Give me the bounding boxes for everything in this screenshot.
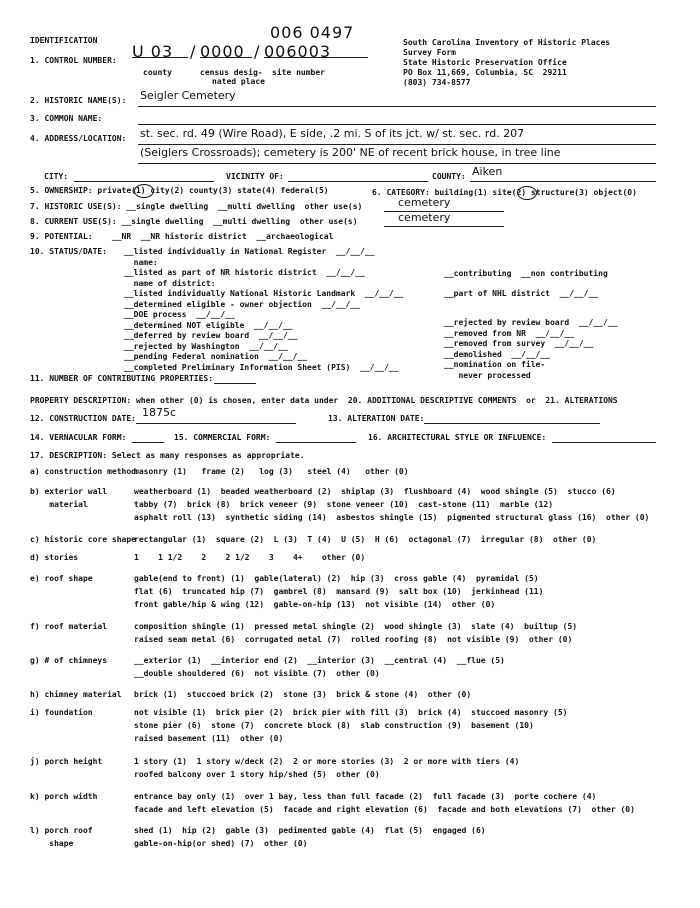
status-label: 10. STATUS/DATE: — [30, 247, 108, 256]
desc-row-options: masonry (1) frame (2) log (3) steel (4) other (0) — [134, 467, 409, 476]
county-line — [470, 181, 656, 182]
contributing-label: 11. NUMBER OF CONTRIBUTING PROPERTIES: — [30, 374, 214, 383]
desc-row-label: h) chimney material — [30, 690, 122, 699]
status-item: never processed — [444, 370, 531, 380]
style-line — [552, 442, 656, 443]
status-item: __rejected by Washington __/__/__ — [124, 341, 288, 351]
desc-row-options: weatherboard (1) beaded weatherboard (2) shiplap (3) flushboard (4) wood shingle (5) stucco (6) — [134, 487, 616, 496]
historic-name-label: 2. HISTORIC NAME(S): — [30, 96, 127, 105]
desc-row-label: i) foundation — [30, 708, 93, 717]
style-label: 16. ARCHITECTURAL STYLE OR INFLUENCE: — [368, 433, 547, 442]
desc-row-options: not visible (1) brick pier (2) brick pier with fill (3) brick (4) stuccoed masonry (5) — [134, 708, 568, 717]
alteration-line — [424, 423, 600, 424]
desc-row-options: asphalt roll (13) synthetic siding (14) asbestos shingle (15) pigmented structural glass (16) other (0) — [134, 513, 650, 522]
county-label: COUNTY: — [432, 172, 466, 181]
city-line — [74, 181, 214, 182]
status-item: __pending Federal nomination __/__/__ — [124, 352, 308, 361]
desc-row-options: tabby (7) brick (8) brick veneer (9) stone veneer (10) cast-stone (11) marble (12) — [134, 500, 554, 509]
desc-row-label-2: material — [30, 500, 88, 509]
agency-block — [403, 38, 610, 88]
desc-row-label-2: shape — [30, 839, 74, 848]
desc-row-options: brick (1) stuccoed brick (2) stone (3) brick & stone (4) other (0) — [134, 690, 472, 699]
construction-date[interactable]: 1875c — [142, 406, 177, 419]
control-census[interactable]: 0000 — [200, 47, 252, 58]
caption-census-2: nated place — [212, 77, 265, 86]
desc-row-options: entrance bay only (1) over 1 bay, less than full facade (2) full facade (3) porte cochere (4) — [134, 792, 597, 801]
desc-row-label: c) historic core shape — [30, 535, 136, 544]
county-value[interactable]: Aiken — [472, 165, 503, 178]
historic-name-line — [138, 106, 656, 107]
ownership-circle — [134, 184, 154, 198]
current-use-line — [384, 226, 504, 227]
desc-row-options: 1 story (1) 1 story w/deck (2) 2 or more stories (3) 2 or more with tiers (4) — [134, 757, 520, 766]
agency-line: South Carolina Inventory of Historic Places — [403, 38, 611, 47]
desc-row-options: gable-on-hip(or shed) (7) other (0) — [134, 839, 308, 848]
desc-row-options: __exterior (1) __interior end (2) __interior (3) __central (4) __flue (5) — [134, 656, 505, 665]
identification-heading: IDENTIFICATION — [30, 36, 98, 45]
desc-row-options: front gable/hip & wing (12) gable-on-hip (13) not visible (14) other (0) — [134, 600, 496, 609]
desc-row-label: b) exterior wall — [30, 487, 108, 496]
desc-row-label: j) porch height — [30, 757, 103, 766]
desc-row-options: roofed balcony over 1 story hip/shed (5) other (0) — [134, 770, 380, 779]
desc-row-options: flat (6) truncated hip (7) gambrel (8) mansard (9) salt box (10) jerkinhead (11) — [134, 587, 544, 596]
desc-row-options: gable(end to front) (1) gable(lateral) (2) hip (3) cross gable (4) pyramidal (5) — [134, 574, 539, 583]
description-heading: 17. DESCRIPTION: Select as many responses as appropriate. — [30, 451, 305, 460]
slash-1: / — [190, 42, 197, 61]
desc-row-options: raised seam metal (6) corrugated metal (7) rolled roofing (8) not visible (9) other (0) — [134, 635, 573, 644]
status-item: __removed from survey __/__/__ — [444, 339, 594, 348]
commercial-line — [276, 442, 356, 443]
address-rule-1 — [138, 144, 656, 145]
commercial-label: 15. COMMERCIAL FORM: — [174, 433, 271, 442]
status-item: name: — [124, 257, 158, 267]
desc-row-label: g) # of chimneys — [30, 656, 108, 665]
address-rule-2 — [138, 163, 656, 164]
status-item: __determined eligible - owner objection __/__/__ — [124, 299, 361, 309]
desc-row-label: d) stories — [30, 553, 79, 562]
city-label: CITY: — [44, 172, 69, 181]
status-item: __determined NOT eligible __/__/__ — [124, 320, 293, 330]
status-item: __deferred by review board __/__/__ — [124, 331, 298, 340]
vicinity-line — [288, 181, 428, 182]
address-line-1[interactable]: st. sec. rd. 49 (Wire Road), E side, .2 mi. S of its jct. w/ st. sec. rd. 207 — [140, 127, 525, 140]
desc-row-options: raised basement (11) other (0) — [134, 734, 284, 743]
agency-line: PO Box 11,669, Columbia, SC 29211 — [403, 68, 567, 77]
caption-census: census desig- — [200, 68, 263, 77]
historic-use-value[interactable]: cemetery — [398, 196, 451, 209]
slash-2: / — [254, 42, 261, 61]
status-item: __nomination on file- — [444, 360, 546, 369]
handwritten-id: 006 0497 — [270, 23, 355, 42]
desc-row-label: e) roof shape — [30, 574, 93, 583]
caption-county: county — [143, 68, 172, 77]
potential-row: 9. POTENTIAL: __NR __NR historic district __archaeological — [30, 232, 334, 241]
common-name-label: 3. COMMON NAME: — [30, 114, 103, 123]
status-item: __listed individually National Historic Landmark __/__/__ — [124, 289, 404, 298]
property-description: PROPERTY DESCRIPTION: when other (0) is chosen, enter data under 20. ADDITIONAL DESCRIPTIVE COMMENTS or 21. ALTERATIONS — [30, 396, 618, 405]
desc-row-label: k) porch width — [30, 792, 98, 801]
status-item: __removed from NR __/__/__ — [444, 328, 575, 338]
desc-row-options: 1 1 1/2 2 2 1/2 3 4+ other (0) — [134, 553, 366, 562]
desc-row-options: facade and left elevation (5) facade and right elevation (6) facade and both elevations (7) other (0) — [134, 805, 635, 814]
caption-site: site number — [272, 68, 325, 77]
desc-row-options: stone pier (6) stone (7) concrete block (8) slab construction (9) basement (10) — [134, 721, 534, 730]
desc-row-options: rectangular (1) square (2) L (3) T (4) U (5) H (6) octagonal (7) irregular (8) other (0) — [134, 535, 597, 544]
contributing-line — [214, 383, 256, 384]
control-number-label: 1. CONTROL NUMBER: — [30, 56, 117, 65]
desc-row-label: a) construction method — [30, 467, 136, 476]
common-name-line — [138, 124, 656, 125]
category-row: 6. CATEGORY: building(1) site(2) structure(3) object(0) — [372, 188, 637, 197]
vicinity-label: VICINITY OF: — [226, 172, 284, 181]
control-county[interactable]: U 03 — [132, 47, 188, 58]
category-circle — [517, 186, 537, 200]
status-item: __listed individually in National Register __/__/__ — [124, 247, 375, 256]
historic-name-value[interactable]: Seigler Cemetery — [140, 89, 236, 102]
address-line-2[interactable]: (Seiglers Crossroads); cemetery is 200' NE of recent brick house, in tree line — [140, 146, 561, 159]
address-label: 4. ADDRESS/LOCATION: — [30, 134, 127, 143]
status-contributing: __contributing __non contributing — [444, 269, 608, 278]
agency-line: Survey Form — [403, 48, 456, 57]
historic-use-row: 7. HISTORIC USE(S): __single dwelling __multi dwelling other use(s) — [30, 202, 363, 211]
desc-row-options: shed (1) hip (2) gable (3) pedimented gable (4) flat (5) engaged (6) — [134, 826, 486, 835]
construction-line — [136, 423, 296, 424]
alteration-label: 13. ALTERATION DATE: — [328, 414, 425, 423]
desc-row-label: f) roof material — [30, 622, 108, 631]
desc-row-label: l) porch roof — [30, 826, 93, 835]
status-item: __rejected by review board __/__/__ — [444, 318, 618, 327]
ownership-row: 5. OWNERSHIP: private(1) city(2) county(3) state(4) federal(5) — [30, 186, 329, 195]
status-item: name of district: — [124, 278, 216, 288]
desc-row-options: composition shingle (1) pressed metal shingle (2) wood shingle (3) slate (4) builtup (5) — [134, 622, 578, 631]
current-use-value[interactable]: cemetery — [398, 211, 451, 224]
status-item: __demolished __/__/__ — [444, 349, 550, 359]
vernacular-label: 14. VERNACULAR FORM: — [30, 433, 127, 442]
desc-row-options: __double shouldered (6) not visible (7) other (0) — [134, 669, 380, 678]
control-site[interactable]: 006003 — [264, 47, 368, 58]
status-item: __completed Preliminary Information Sheet (PIS) __/__/__ — [124, 362, 399, 372]
status-nhl: __part of NHL district __/__/__ — [444, 289, 599, 298]
status-item: __listed as part of NR historic district __/__/__ — [124, 268, 365, 277]
construction-label: 12. CONSTRUCTION DATE: — [30, 414, 136, 423]
current-use-row: 8. CURRENT USE(S): __single dwelling __multi dwelling other use(s) — [30, 217, 358, 226]
status-item: __DOE process __/__/__ — [124, 310, 235, 319]
agency-line: (803) 734-8577 — [403, 78, 471, 87]
agency-line: State Historic Preservation Office — [403, 58, 567, 67]
vernacular-line — [132, 442, 164, 443]
